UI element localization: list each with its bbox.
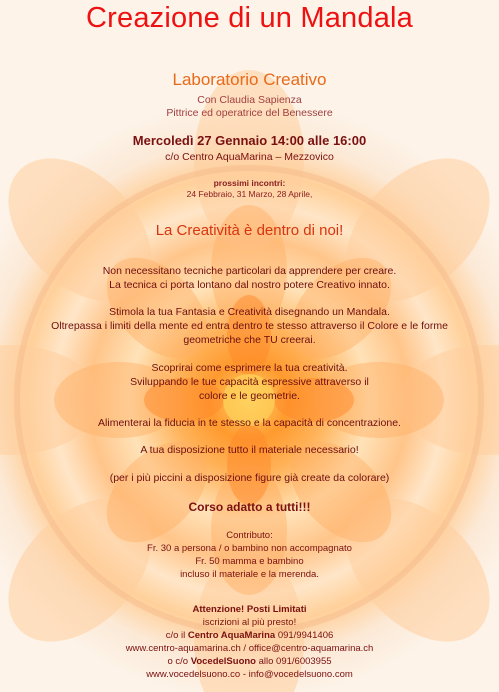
pricing-line-1: Fr. 30 a persona / o bambino non accompagnato	[147, 543, 352, 554]
paragraph-2b: Oltrepassa i limiti della mente ed entra dentro te stesso attraverso il Colore e le forme	[51, 320, 448, 332]
centro-phone: 091/9941406	[277, 630, 334, 641]
paragraph-3b: Sviluppando le tue capacità espressive attraverso il	[130, 376, 369, 388]
pricing-line-2: Fr. 50 mamma e bambino	[195, 556, 304, 567]
page-title: Creazione di un Mandala	[85, 2, 414, 34]
pricing-line-3: incluso il materiale e la merenda.	[180, 569, 319, 580]
event-venue: c/o Centro AquaMarina – Mezzovico	[165, 151, 334, 163]
limited-places-warning: Attenzione! Posti Limitati	[192, 604, 307, 615]
voce-contact-line	[0, 656, 499, 667]
voce-phone: allo 091/6003955	[258, 656, 332, 667]
paragraph-6: (per i più piccini a disposizione figure già create da colorare)	[109, 472, 390, 484]
author-name: Con Claudia Sapienza	[197, 94, 302, 106]
voce-name: VocedelSuono	[190, 656, 256, 667]
paragraph-1b: La tecnica ci porta lontano dal nostro potere Creativo innato.	[109, 279, 390, 291]
pricing-heading: Contributo:	[226, 530, 273, 541]
centro-name: Centro AquaMarina	[187, 630, 276, 641]
subtitle: Laboratorio Creativo	[172, 70, 327, 89]
centro-contact-line	[0, 630, 499, 641]
event-date: Mercoledì 27 Gennaio 14:00 alle 16:00	[132, 133, 367, 148]
paragraph-1a: Non necessitano tecniche particolari da apprendere per creare.	[102, 265, 397, 277]
paragraph-2a: Stimola la tua Fantasia e Creatività disegnando un Mandala.	[109, 306, 390, 318]
next-dates: 24 Febbraio, 31 Marzo, 28 Aprile,	[186, 189, 313, 199]
paragraph-3c: colore e le geometrie.	[199, 390, 300, 402]
author-role: Pittrice ed operatrice del Benessere	[166, 107, 333, 119]
paragraph-3a: Scoprirai come esprimere la tua creatività.	[151, 362, 348, 374]
paragraph-4: Alimenterai la fiducia in te stesso e la capacità di concentrazione.	[98, 417, 401, 429]
next-dates-heading: prossimi incontri:	[213, 178, 286, 188]
voce-web-email[interactable]: www.vocedelsuono.co - info@vocedelsuono.com	[146, 669, 353, 680]
slogan: La Creatività è dentro di noi!	[155, 222, 344, 239]
course-note: Corso adatto a tutti!!!	[188, 500, 311, 514]
centro-prefix: c/o il	[165, 630, 186, 641]
centro-web-email[interactable]: www.centro-aquamarina.ch / office@centro-aquamarina.ch	[125, 643, 374, 654]
paragraph-5: A tua disposizione tutto il materiale necessario!	[140, 444, 359, 456]
signup-note: iscrizioni al più presto!	[202, 617, 297, 628]
paragraph-2c: geometriche che TU creerai.	[183, 334, 316, 346]
voce-prefix: o c/o	[167, 656, 189, 667]
